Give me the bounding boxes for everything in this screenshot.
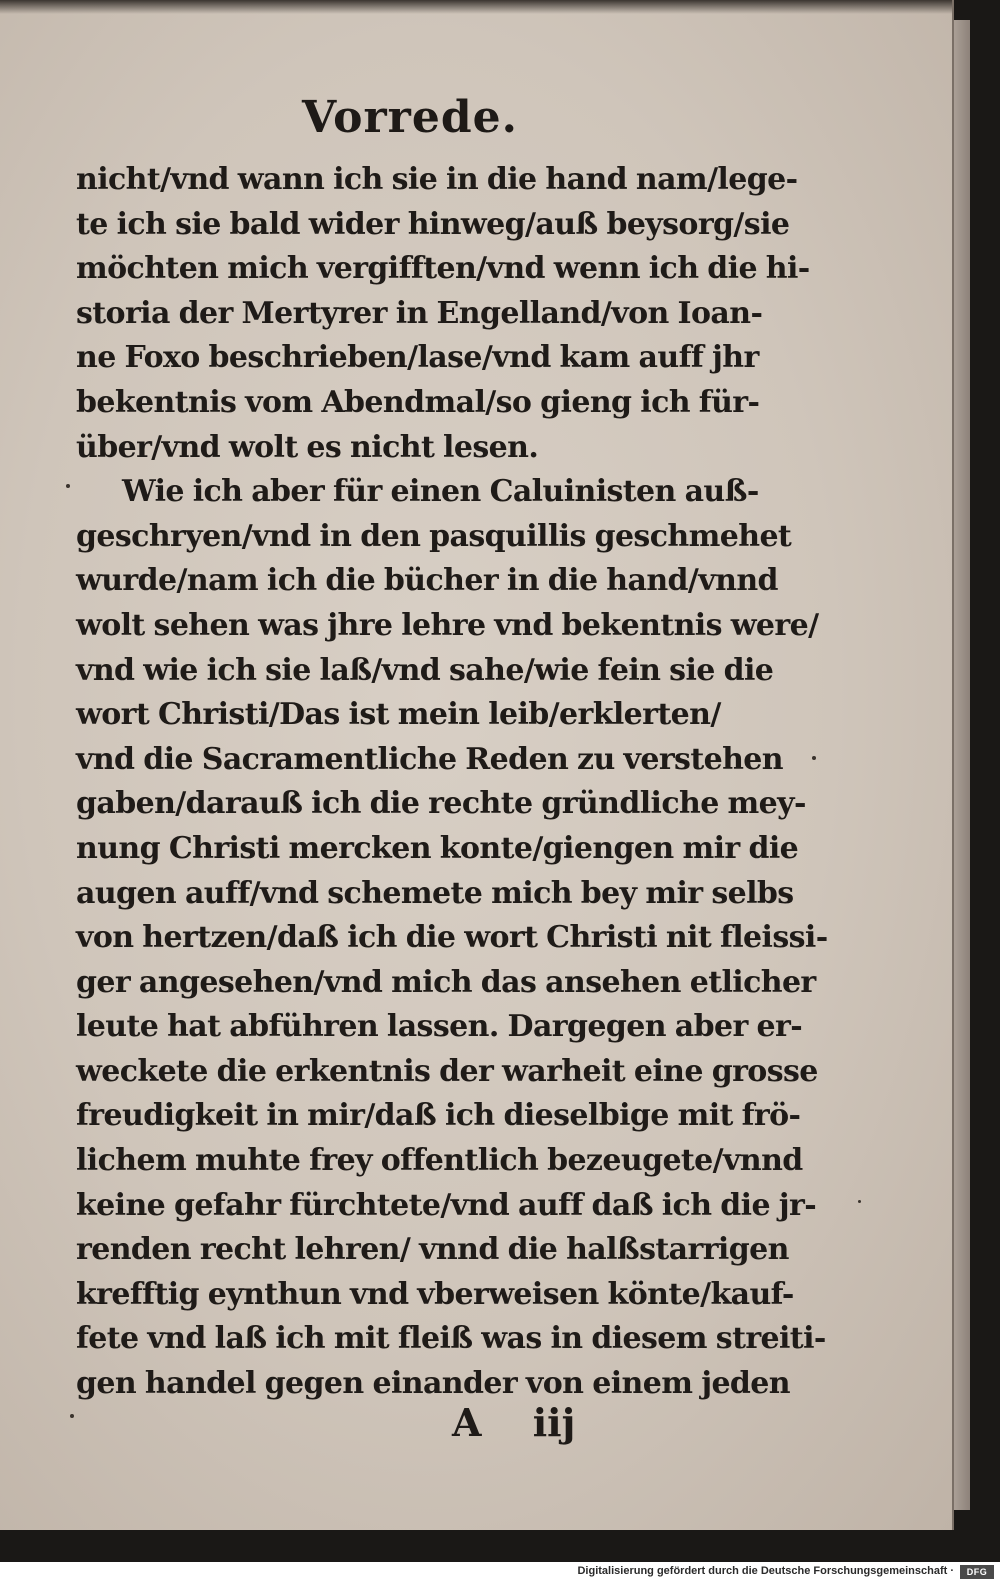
speck <box>858 1200 861 1203</box>
text-line: nung Christi mercken konte/giengen mir die <box>76 830 799 866</box>
text-line: te ich sie bald wider hinweg/auß beysorg/sie <box>76 206 790 242</box>
text-line: gaben/darauß ich die rechte gründliche mey- <box>76 786 806 822</box>
text-line: weckete die erkentnis der warheit eine grosse <box>76 1053 818 1089</box>
speck <box>66 484 70 488</box>
text-line: wort Christi/Das ist mein leib/erklerten/ <box>76 697 721 733</box>
text-line: renden recht lehren/ vnnd die halßstarrigen <box>76 1232 789 1268</box>
text-line: ger angesehen/vnd mich das ansehen etlicher <box>76 964 816 1000</box>
text-line: lichem muhte frey offentlich bezeugete/vnnd <box>76 1143 803 1179</box>
dfg-logo: DFG <box>960 1565 994 1579</box>
footer-credit: Digitalisierung gefördert durch die Deutsche Forschungsgemeinschaft · <box>577 1565 954 1577</box>
text-line: wolt sehen was jhre lehre vnd bekentnis were/ <box>76 607 819 643</box>
text-line: fete vnd laß ich mit fleiß was in diesem streiti- <box>76 1321 826 1357</box>
text-line: vnd wie ich sie laß/vnd sahe/wie fein sie die <box>76 652 774 688</box>
text-line: leute hat abführen lassen. Dargegen aber er- <box>76 1009 803 1045</box>
text-line: storia der Mertyrer in Engelland/von Ioan- <box>76 295 763 331</box>
text-line: vnd die Sacramentliche Reden zu verstehen <box>76 741 783 777</box>
signature-mark: A iij <box>452 1400 576 1445</box>
text-line: möchten mich vergifften/vnd wenn ich die hi- <box>76 251 810 287</box>
text-line: nicht/vnd wann ich sie in die hand nam/lege- <box>76 162 798 197</box>
text-line: bekentnis vom Abendmal/so gieng ich für- <box>76 384 760 420</box>
text-line: von hertzen/daß ich die wort Christi nit fleissi- <box>76 920 828 956</box>
text-line: krefftig eynthun vnd vberweisen könte/kauf- <box>76 1276 794 1312</box>
text-line: über/vnd wolt es nicht lesen. <box>76 429 539 465</box>
text-line: keine gefahr fürchtete/vnd auff daß ich die jr- <box>76 1187 817 1223</box>
text-line: augen auff/vnd schemete mich bey mir selbs <box>76 875 794 911</box>
speck <box>70 1414 74 1418</box>
text-line: freudigkeit in mir/daß ich dieselbige mit frö- <box>76 1098 801 1134</box>
text-line: wurde/nam ich die bücher in die hand/vnnd <box>76 563 778 599</box>
text-line: gen handel gegen einander von einem jeden <box>76 1366 791 1402</box>
text-line: Wie ich aber für einen Caluinisten auß- <box>122 474 759 510</box>
running-head: Vorrede. <box>302 92 518 143</box>
speck <box>812 756 816 760</box>
text-line: geschryen/vnd in den pasquillis geschmehet <box>76 518 792 554</box>
text-line: ne Foxo beschrieben/lase/vnd kam auff jhr <box>76 340 759 376</box>
body-text <box>76 158 828 1407</box>
